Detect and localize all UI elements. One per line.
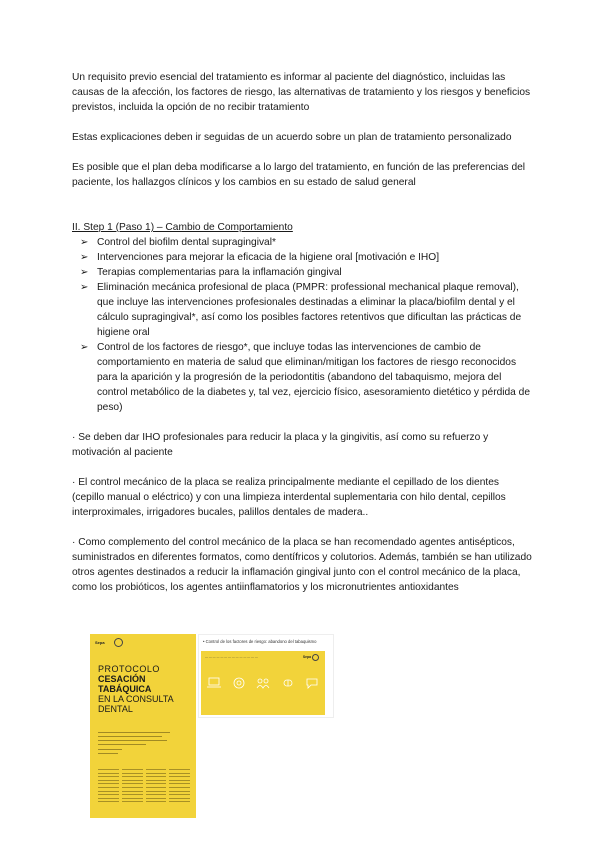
- seal-icon: [312, 654, 319, 661]
- arrow-icon: ➢: [80, 237, 89, 248]
- note-iho: · Se deben dar IHO profesionales para reducir la placa y la gingivitis, así como su refuerzo y motivación al paciente: [72, 432, 489, 458]
- arrow-icon: ➢: [80, 252, 89, 263]
- sepa-logo: Sepa: [302, 655, 311, 659]
- arrow-icon: ➢: [80, 267, 89, 278]
- slide-title: • Control de los factores de riesgo: abandono del tabaquismo: [203, 639, 317, 644]
- section-heading: II. Step 1 (Paso 1) – Cambio de Comportamiento: [72, 222, 293, 233]
- cover-title: PROTOCOLO CESACIÓN TABÁQUICA EN LA CONSULTA DENTAL: [98, 664, 174, 714]
- people-icon: [254, 677, 272, 689]
- cover-text-lines: [98, 732, 178, 757]
- sepa-logo: Sepa: [95, 640, 105, 645]
- seal-icon: [114, 638, 123, 647]
- slide-icons: [205, 677, 321, 689]
- protocol-cover-image: [90, 634, 196, 818]
- list-item: ➢ Control de los factores de riesgo*, que incluye todas las intervenciones de cambio de comportamiento en materia de salud que eliminan/mitigan los factores de riesgo reconocidos para la aparición y la progresión de la periodontitis (abandono del tabaquismo, mejora del control metabólico de la diabetes y, tal vez, ejercicio físico, asesoramiento dietético y pérdida de peso): [80, 342, 531, 413]
- note-antiseptics: · Como complemento del control mecánico de la placa se han recomendado agentes antisépticos, suministrados en diferentes formatos, como dentífricos y colutorios. Además, también se han utilizado otros agentes destinados a reducir la inflamación gingival junto con el control mecánico de la placa, como los probióticos, los agentes antiinflamatorios y los micronutrientes antioxidantes: [72, 537, 532, 593]
- list-item: ➢ Intervenciones para mejorar la eficacia de la higiene oral [motivación e IHO]: [80, 252, 440, 263]
- step1-list: [72, 235, 534, 415]
- target-icon: [230, 677, 248, 689]
- list-item: ➢ Control del biofilm dental supragingival*: [80, 237, 276, 248]
- list-item: ➢ Eliminación mecánica profesional de placa (PMPR: professional mechanical plaque removal), que incluye las intervenciones profesionales destinadas a eliminar la placa/biofilm dental y el cálculo supragingival*, así como los posibles factores retentivos que dificultan las prácticas de higiene oral: [80, 282, 522, 338]
- paragraph-plan-modification: Es posible que el plan deba modificarse a lo largo del tratamiento, en función de las preferencias del paciente, los hallazgos clínicos y los cambios en su estado de salud general: [72, 162, 526, 188]
- list-item: ➢ Terapias complementarias para la inflamación gingival: [80, 267, 342, 278]
- paragraph-diagnosis: Un requisito previo esencial del tratamiento es informar al paciente del diagnóstico, incluidas las causas de la afección, los factores de riesgo, las alternativas de tratamiento y los riesgos y beneficios previstos, incluida la opción de no recibir tratamiento: [72, 72, 531, 113]
- laptop-icon: [205, 677, 223, 689]
- note-mechanical-control: · El control mecánico de la placa se realiza principalmente mediante el cepillado de los dientes (cepillo manual o eléctrico) y con una limpieza interdental suplementaria con hilo dental, cepillos interproximales, irrigadores bucales, palillos dentales de madera..: [72, 477, 506, 518]
- arrow-icon: ➢: [80, 282, 89, 293]
- risk-factor-slide-image: [198, 634, 334, 718]
- arrow-icon: ➢: [80, 342, 89, 353]
- document-body: [72, 70, 534, 595]
- slide-panel: — — — — — — — — — — — — — — Sepa: [201, 651, 325, 715]
- chat-icon: [303, 677, 321, 689]
- paragraph-treatment-plan: Estas explicaciones deben ir seguidas de un acuerdo sobre un plan de tratamiento personalizado: [72, 132, 512, 143]
- cover-columns: [98, 769, 190, 813]
- pill-icon: [279, 677, 297, 689]
